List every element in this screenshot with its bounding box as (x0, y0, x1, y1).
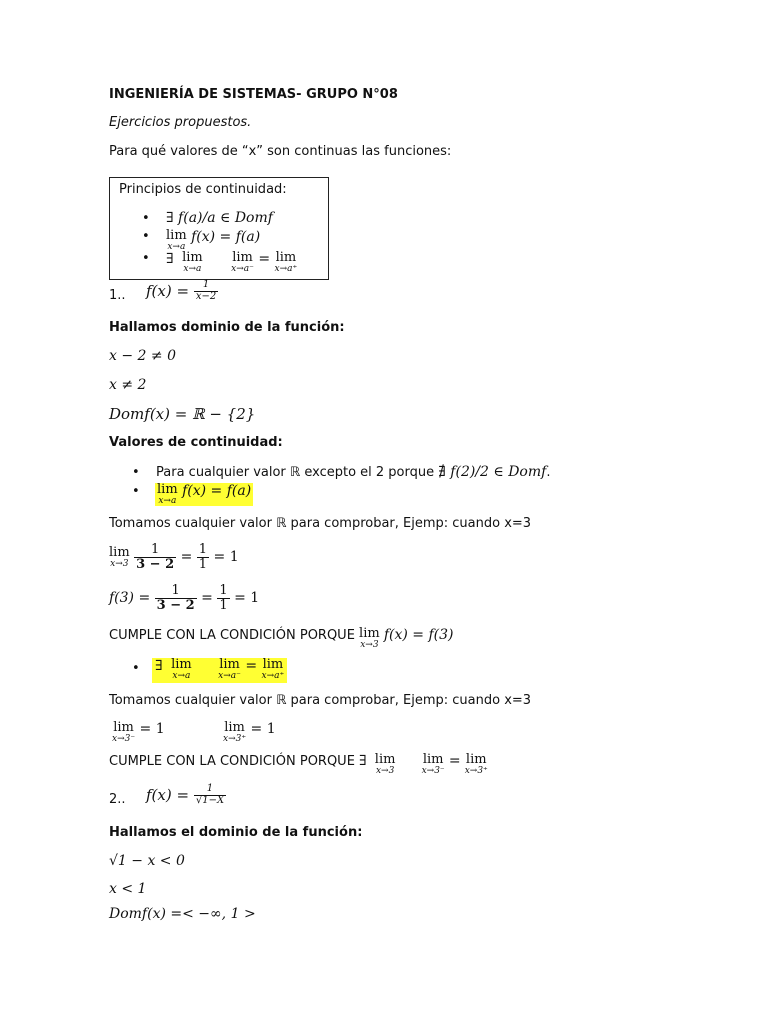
continuity-heading: Valores de continuidad: (109, 435, 283, 450)
bullet-icon: • (142, 229, 150, 244)
domain-heading-2: Hallamos el dominio de la función: (109, 825, 363, 840)
limit-operator: lim x→a⁺ (274, 250, 298, 274)
domain-result-1: Domf(x) = ℝ − {2} (109, 405, 256, 423)
principle-1: ∃ f(a)/a ∈ Domf (166, 210, 273, 226)
bullet-icon: • (132, 484, 140, 499)
principles-title: Principios de continuidad: (119, 182, 287, 197)
limit-operator: lim x→3 (359, 626, 380, 650)
condition-statement-2: CUMPLE CON LA CONDICIÓN PORQUE ∃ lim x→3 lim x→3⁻ = lim x→3⁺ (109, 752, 488, 776)
limit-operator: lim x→a⁺ (261, 657, 285, 681)
limit-operator: lim x→a (182, 250, 203, 274)
limit-operator: lim x→3⁺ (223, 720, 247, 744)
subtitle: Ejercicios propuestos. (109, 115, 252, 130)
domain-step-4: x < 1 (109, 881, 147, 897)
limit-operator: lim x→3⁺ (464, 752, 488, 776)
document-title: INGENIERÍA DE SISTEMAS- GRUPO N°08 (109, 87, 398, 102)
exercise-1-number: 1.. (109, 288, 126, 303)
continuity-value-2-highlight: lim x→a f(x) = f(a) (157, 482, 252, 506)
exercise-1-function: f(x) = $\frac{1}{x-2}$ (146, 279, 217, 302)
check-text-1: Tomamos cualquier valor ℝ para comprobar, Ejemp: cuando x=3 (109, 516, 532, 531)
principle-2: lim x→a f(x) = f(a) (166, 228, 261, 252)
limit-operator: lim x→a (166, 228, 187, 252)
limit-operator: lim x→a⁻ (218, 657, 241, 681)
right-limit: lim x→3⁺ = 1 (223, 720, 276, 744)
limit-operator: lim x→a (171, 657, 192, 681)
condition-statement-1: CUMPLE CON LA CONDICIÓN PORQUE lim x→3 f(x) = f(3) (109, 626, 454, 650)
f3-calculation: f(3) = $\frac{1}{3 - 2}$ = $\frac{1}{1}$ = 1 (109, 583, 260, 613)
domain-heading-1: Hallamos dominio de la función: (109, 320, 345, 335)
exercise-2-number: 2.. (109, 792, 126, 807)
bullet-icon: • (142, 251, 150, 266)
domain-step-1: x − 2 ≠ 0 (109, 348, 176, 364)
bullet-icon: • (142, 211, 150, 226)
continuity-value-1: Para cualquier valor ℝ excepto el 2 porque ∄ f(2)/2 ∈ Domf. (156, 464, 551, 480)
limit-operator: lim x→3⁻ (421, 752, 445, 776)
limit-operator: lim x→a⁻ (231, 250, 254, 274)
lateral-limits-highlight: ∃ lim x→a lim x→a⁻ = lim x→a⁺ (152, 658, 287, 683)
question-text: Para qué valores de “x” son continuas las funciones: (109, 144, 452, 159)
left-limit: lim x→3⁻ = 1 (112, 720, 165, 744)
limit-operator: lim x→a (157, 482, 178, 506)
domain-step-3: √1 − x < 0 (109, 853, 185, 869)
bullet-icon: • (132, 661, 140, 676)
limit-operator: lim x→3⁻ (112, 720, 136, 744)
limit-operator: lim x→3 (374, 752, 396, 776)
bullet-icon: • (132, 465, 140, 480)
domain-step-2: x ≠ 2 (109, 377, 147, 393)
principle-3: ∃ lim x→a lim x→a⁻ = lim x→a⁺ (166, 250, 298, 274)
exercise-2-function: f(x) = $\frac{1}{√1-X}$ (146, 783, 225, 806)
limit-operator: lim x→3 (109, 544, 130, 569)
limit-calculation: lim x→3 $\frac{1}{3 - 2}$ = $\frac{1}{1}$ = 1 (109, 542, 239, 572)
domain-result-2: Domf(x) =< −∞, 1 > (109, 906, 256, 922)
check-text-2: Tomamos cualquier valor ℝ para comprobar, Ejemp: cuando x=3 (109, 693, 532, 708)
